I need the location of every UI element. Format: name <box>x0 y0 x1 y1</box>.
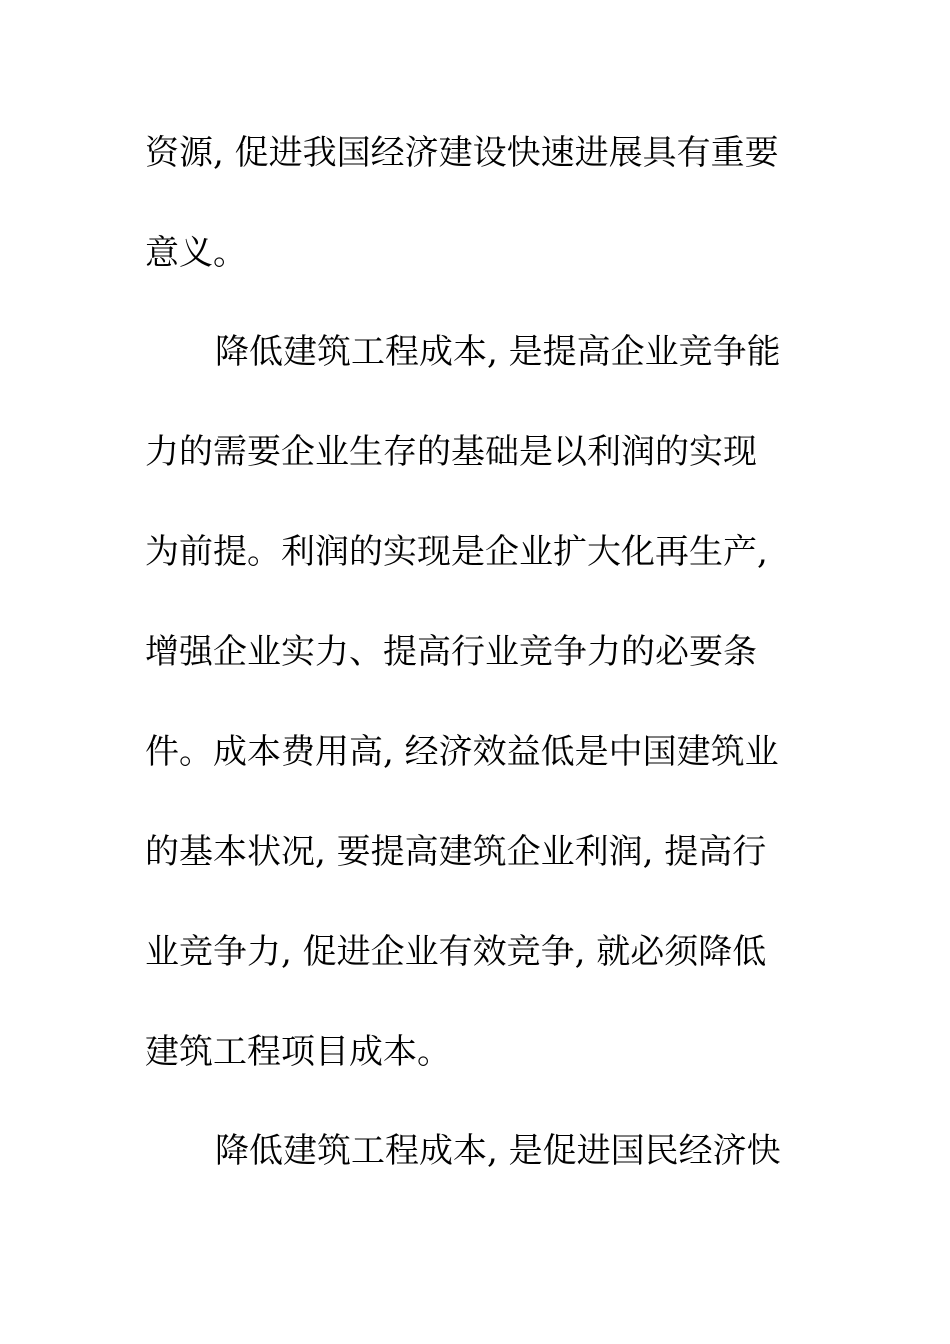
text-line: 增强企业实力、提高行业竞争力的必要条 <box>145 632 757 672</box>
text-line: 力的需要企业生存的基础是以利润的实现 <box>145 432 757 472</box>
text-line: 资源, 促进我国经济建设快速进展具有重要 <box>145 133 779 173</box>
text-line: 的基本状况, 要提高建筑企业利润, 提高行 <box>145 832 767 872</box>
text-line: 业竞争力, 促进企业有效竞争, 就必须降低 <box>145 932 767 972</box>
text-line: 建筑工程项目成本。 <box>145 1032 451 1072</box>
text-line: 为前提。利润的实现是企业扩大化再生产, <box>145 532 768 572</box>
text-line: 意义。 <box>145 233 247 273</box>
paragraph-start-line: 降低建筑工程成本, 是提高企业竞争能 <box>215 332 781 372</box>
paragraph-start-line: 降低建筑工程成本, 是促进国民经济快 <box>215 1131 781 1171</box>
text-line: 件。成本费用高, 经济效益低是中国建筑业 <box>145 732 779 772</box>
